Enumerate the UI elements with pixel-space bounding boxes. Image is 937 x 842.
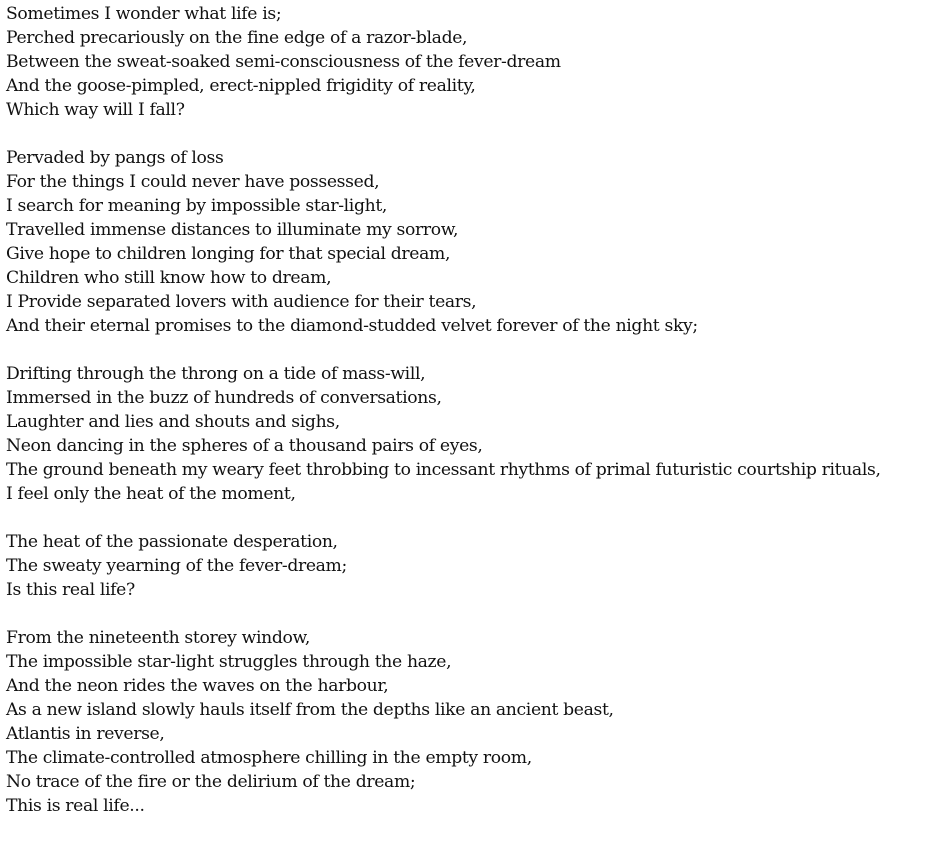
poem-line: This is real life... [6, 796, 145, 816]
poem-line: The climate-controlled atmosphere chilling in the empty room, [6, 748, 532, 768]
poem-line: Immersed in the buzz of hundreds of conversations, [6, 388, 442, 408]
poem-line: I feel only the heat of the moment, [6, 484, 296, 504]
stanza-4 [6, 530, 934, 602]
poem-line: The ground beneath my weary feet throbbing to incessant rhythms of primal futuristic courtship rituals, [6, 460, 881, 480]
poem-line: Perched precariously on the fine edge of a razor-blade, [6, 28, 468, 48]
poem-line: I search for meaning by impossible star-light, [6, 196, 388, 216]
poem-line: From the nineteenth storey window, [6, 628, 310, 648]
poem-line: I Provide separated lovers with audience for their tears, [6, 292, 477, 312]
poem-line: Laughter and lies and shouts and sighs, [6, 412, 340, 432]
poem-line: The sweaty yearning of the fever-dream; [6, 556, 347, 576]
stanza-1 [6, 2, 934, 122]
poem-line: Which way will I fall? [6, 100, 185, 120]
poem-line: As a new island slowly hauls itself from the depths like an ancient beast, [6, 700, 614, 720]
poem-line: The impossible star-light struggles through the haze, [6, 652, 452, 672]
poem-line: For the things I could never have possessed, [6, 172, 380, 192]
poem-line: Children who still know how to dream, [6, 268, 332, 288]
poem-text [6, 2, 934, 842]
poem-line: Give hope to children longing for that special dream, [6, 244, 451, 264]
stanza-2 [6, 146, 934, 338]
stanza-3 [6, 362, 934, 506]
poem-line: Atlantis in reverse, [6, 724, 165, 744]
poem-line: Drifting through the throng on a tide of mass-will, [6, 364, 426, 384]
poem-line: Travelled immense distances to illuminate my sorrow, [6, 220, 459, 240]
poem-line: Between the sweat-soaked semi-consciousness of the fever-dream [6, 52, 561, 72]
poem-line: And their eternal promises to the diamond-studded velvet forever of the night sky; [6, 316, 698, 336]
poem-line: The heat of the passionate desperation, [6, 532, 338, 552]
poem-line: And the goose-pimpled, erect-nippled frigidity of reality, [6, 76, 476, 96]
poem-line: Pervaded by pangs of loss [6, 148, 224, 168]
stanza-5 [6, 626, 934, 818]
poem-line: Neon dancing in the spheres of a thousand pairs of eyes, [6, 436, 483, 456]
poem-line: Is this real life? [6, 580, 135, 600]
poem-line: No trace of the fire or the delirium of the dream; [6, 772, 416, 792]
poem-line: Sometimes I wonder what life is; [6, 4, 282, 24]
poem-line: And the neon rides the waves on the harbour, [6, 676, 389, 696]
